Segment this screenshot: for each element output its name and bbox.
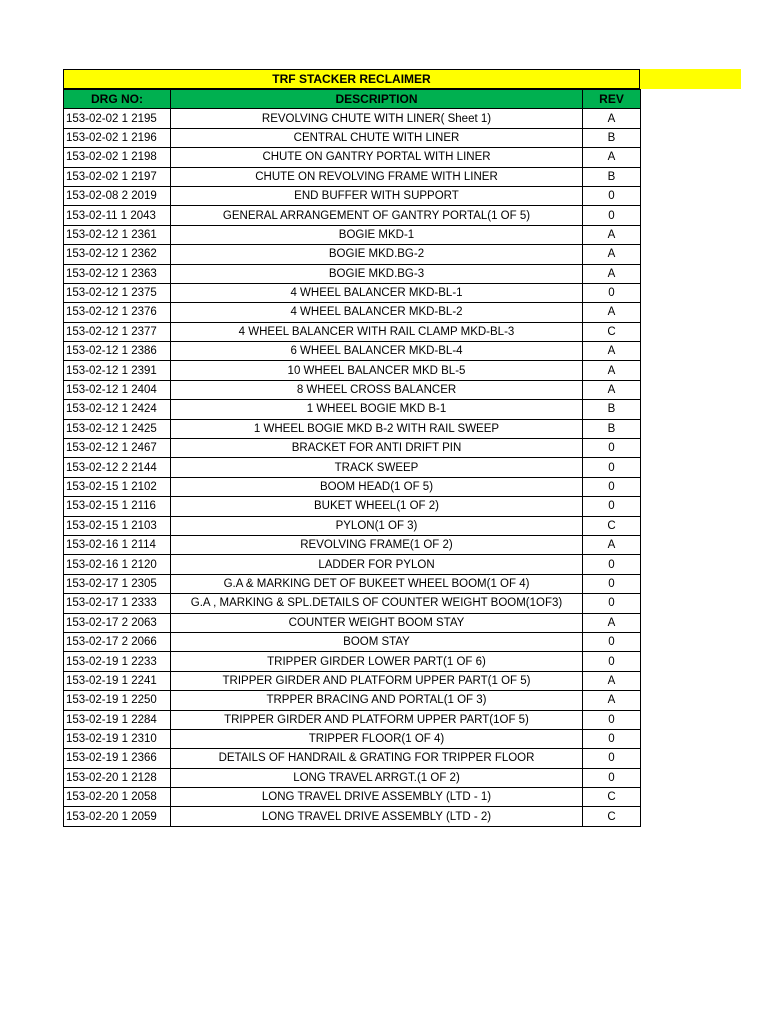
revision-cell: B	[583, 128, 641, 147]
table-row	[64, 594, 641, 613]
description-cell: END BUFFER WITH SUPPORT	[171, 186, 583, 205]
description-cell: LONG TRAVEL DRIVE ASSEMBLY (LTD - 2)	[171, 807, 583, 826]
drawing-list-table	[63, 89, 641, 827]
table-row	[64, 497, 641, 516]
drg-number-cell: 153-02-15 1 2102	[64, 477, 171, 496]
table-row	[64, 206, 641, 225]
revision-cell: 0	[583, 477, 641, 496]
drg-number-cell: 153-02-11 1 2043	[64, 206, 171, 225]
table-row	[64, 439, 641, 458]
table-row	[64, 613, 641, 632]
table-row	[64, 691, 641, 710]
description-cell: BOOM HEAD(1 OF 5)	[171, 477, 583, 496]
table-row	[64, 148, 641, 167]
description-cell: LADDER FOR PYLON	[171, 555, 583, 574]
description-cell: 4 WHEEL BALANCER MKD-BL-2	[171, 303, 583, 322]
drg-number-cell: 153-02-08 2 2019	[64, 186, 171, 205]
table-row	[64, 671, 641, 690]
revision-cell: C	[583, 516, 641, 535]
table-row	[64, 128, 641, 147]
table-row	[64, 652, 641, 671]
table-row	[64, 807, 641, 826]
column-header-description: DESCRIPTION	[171, 90, 583, 109]
table-row	[64, 516, 641, 535]
revision-cell: A	[583, 671, 641, 690]
drg-number-cell: 153-02-19 1 2250	[64, 691, 171, 710]
revision-cell: B	[583, 419, 641, 438]
table-row	[64, 400, 641, 419]
description-cell: TRACK SWEEP	[171, 458, 583, 477]
table-row	[64, 109, 641, 128]
drg-number-cell: 153-02-19 1 2241	[64, 671, 171, 690]
table-row	[64, 303, 641, 322]
drg-number-cell: 153-02-02 1 2197	[64, 167, 171, 186]
table-row	[64, 535, 641, 554]
table-row	[64, 322, 641, 341]
description-cell: 1 WHEEL BOGIE MKD B-2 WITH RAIL SWEEP	[171, 419, 583, 438]
table-row	[64, 225, 641, 244]
description-cell: DETAILS OF HANDRAIL & GRATING FOR TRIPPER FLOOR	[171, 749, 583, 768]
table-row	[64, 342, 641, 361]
description-cell: BRACKET FOR ANTI DRIFT PIN	[171, 439, 583, 458]
table-row	[64, 458, 641, 477]
revision-cell: 0	[583, 497, 641, 516]
drg-number-cell: 153-02-12 1 2424	[64, 400, 171, 419]
column-header-drg: DRG NO:	[64, 90, 171, 109]
description-cell: BOGIE MKD-1	[171, 225, 583, 244]
table-row	[64, 555, 641, 574]
revision-cell: 0	[583, 458, 641, 477]
description-cell: CHUTE ON GANTRY PORTAL WITH LINER	[171, 148, 583, 167]
revision-cell: 0	[583, 749, 641, 768]
drg-number-cell: 153-02-02 1 2195	[64, 109, 171, 128]
header-row	[64, 90, 641, 109]
drg-number-cell: 153-02-12 1 2467	[64, 439, 171, 458]
drg-number-cell: 153-02-17 2 2063	[64, 613, 171, 632]
table-row	[64, 729, 641, 748]
table-row	[64, 749, 641, 768]
drg-number-cell: 153-02-19 1 2366	[64, 749, 171, 768]
revision-cell: 0	[583, 186, 641, 205]
revision-cell: 0	[583, 439, 641, 458]
description-cell: BOGIE MKD.BG-2	[171, 245, 583, 264]
table-row	[64, 788, 641, 807]
revision-cell: A	[583, 691, 641, 710]
table-row	[64, 361, 641, 380]
revision-cell: 0	[583, 768, 641, 787]
revision-cell: A	[583, 342, 641, 361]
drg-number-cell: 153-02-12 2 2144	[64, 458, 171, 477]
description-cell: TRPPER BRACING AND PORTAL(1 OF 3)	[171, 691, 583, 710]
table-row	[64, 477, 641, 496]
drg-number-cell: 153-02-12 1 2404	[64, 380, 171, 399]
revision-cell: C	[583, 807, 641, 826]
description-cell: 10 WHEEL BALANCER MKD BL-5	[171, 361, 583, 380]
description-cell: BOGIE MKD.BG-3	[171, 264, 583, 283]
title-highlight-extension	[640, 69, 741, 89]
table-row	[64, 167, 641, 186]
drg-number-cell: 153-02-15 1 2103	[64, 516, 171, 535]
table-row	[64, 574, 641, 593]
revision-cell: A	[583, 264, 641, 283]
drg-number-cell: 153-02-15 1 2116	[64, 497, 171, 516]
drg-number-cell: 153-02-17 1 2305	[64, 574, 171, 593]
drg-number-cell: 153-02-12 1 2362	[64, 245, 171, 264]
drg-number-cell: 153-02-19 1 2284	[64, 710, 171, 729]
revision-cell: A	[583, 303, 641, 322]
description-cell: G.A & MARKING DET OF BUKEET WHEEL BOOM(1 OF 4)	[171, 574, 583, 593]
revision-cell: 0	[583, 206, 641, 225]
table-row	[64, 632, 641, 651]
drg-number-cell: 153-02-12 1 2361	[64, 225, 171, 244]
table-row	[64, 186, 641, 205]
description-cell: CENTRAL CHUTE WITH LINER	[171, 128, 583, 147]
table-row	[64, 710, 641, 729]
description-cell: TRIPPER GIRDER LOWER PART(1 OF 6)	[171, 652, 583, 671]
description-cell: REVOLVING FRAME(1 OF 2)	[171, 535, 583, 554]
description-cell: REVOLVING CHUTE WITH LINER( Sheet 1)	[171, 109, 583, 128]
drg-number-cell: 153-02-12 1 2363	[64, 264, 171, 283]
revision-cell: C	[583, 322, 641, 341]
drg-number-cell: 153-02-12 1 2386	[64, 342, 171, 361]
revision-cell: A	[583, 535, 641, 554]
revision-cell: C	[583, 788, 641, 807]
description-cell: G.A , MARKING & SPL.DETAILS OF COUNTER WEIGHT BOOM(1OF3)	[171, 594, 583, 613]
column-header-rev: REV	[583, 90, 641, 109]
description-cell: PYLON(1 OF 3)	[171, 516, 583, 535]
revision-cell: 0	[583, 555, 641, 574]
drg-number-cell: 153-02-20 1 2058	[64, 788, 171, 807]
description-cell: BOOM STAY	[171, 632, 583, 651]
revision-cell: B	[583, 400, 641, 419]
table-row	[64, 768, 641, 787]
drg-number-cell: 153-02-12 1 2375	[64, 283, 171, 302]
drg-number-cell: 153-02-17 1 2333	[64, 594, 171, 613]
revision-cell: 0	[583, 632, 641, 651]
drg-number-cell: 153-02-20 1 2059	[64, 807, 171, 826]
description-cell: TRIPPER GIRDER AND PLATFORM UPPER PART(1OF 5)	[171, 710, 583, 729]
revision-cell: 0	[583, 283, 641, 302]
revision-cell: A	[583, 613, 641, 632]
sheet-title: TRF STACKER RECLAIMER	[63, 69, 640, 89]
drg-number-cell: 153-02-19 1 2310	[64, 729, 171, 748]
revision-cell: 0	[583, 729, 641, 748]
revision-cell: A	[583, 225, 641, 244]
description-cell: 1 WHEEL BOGIE MKD B-1	[171, 400, 583, 419]
revision-cell: 0	[583, 710, 641, 729]
drg-number-cell: 153-02-12 1 2377	[64, 322, 171, 341]
description-cell: 8 WHEEL CROSS BALANCER	[171, 380, 583, 399]
description-cell: 4 WHEEL BALANCER WITH RAIL CLAMP MKD-BL-3	[171, 322, 583, 341]
revision-cell: A	[583, 380, 641, 399]
drg-number-cell: 153-02-16 1 2120	[64, 555, 171, 574]
table-row	[64, 419, 641, 438]
revision-cell: A	[583, 245, 641, 264]
revision-cell: A	[583, 361, 641, 380]
revision-cell: 0	[583, 594, 641, 613]
description-cell: TRIPPER GIRDER AND PLATFORM UPPER PART(1 OF 5)	[171, 671, 583, 690]
description-cell: 4 WHEEL BALANCER MKD-BL-1	[171, 283, 583, 302]
description-cell: BUKET WHEEL(1 OF 2)	[171, 497, 583, 516]
drg-number-cell: 153-02-02 1 2198	[64, 148, 171, 167]
drg-number-cell: 153-02-20 1 2128	[64, 768, 171, 787]
description-cell: CHUTE ON REVOLVING FRAME WITH LINER	[171, 167, 583, 186]
table-row	[64, 245, 641, 264]
description-cell: GENERAL ARRANGEMENT OF GANTRY PORTAL(1 OF 5)	[171, 206, 583, 225]
drg-number-cell: 153-02-12 1 2425	[64, 419, 171, 438]
table-row	[64, 380, 641, 399]
description-cell: LONG TRAVEL ARRGT.(1 OF 2)	[171, 768, 583, 787]
revision-cell: 0	[583, 574, 641, 593]
revision-cell: 0	[583, 652, 641, 671]
drg-number-cell: 153-02-02 1 2196	[64, 128, 171, 147]
drg-number-cell: 153-02-17 2 2066	[64, 632, 171, 651]
description-cell: LONG TRAVEL DRIVE ASSEMBLY (LTD - 1)	[171, 788, 583, 807]
drg-number-cell: 153-02-16 1 2114	[64, 535, 171, 554]
description-cell: COUNTER WEIGHT BOOM STAY	[171, 613, 583, 632]
revision-cell: A	[583, 148, 641, 167]
revision-cell: A	[583, 109, 641, 128]
description-cell: TRIPPER FLOOR(1 OF 4)	[171, 729, 583, 748]
drg-number-cell: 153-02-12 1 2391	[64, 361, 171, 380]
table-row	[64, 264, 641, 283]
revision-cell: B	[583, 167, 641, 186]
drg-number-cell: 153-02-19 1 2233	[64, 652, 171, 671]
drg-number-cell: 153-02-12 1 2376	[64, 303, 171, 322]
table-row	[64, 283, 641, 302]
description-cell: 6 WHEEL BALANCER MKD-BL-4	[171, 342, 583, 361]
